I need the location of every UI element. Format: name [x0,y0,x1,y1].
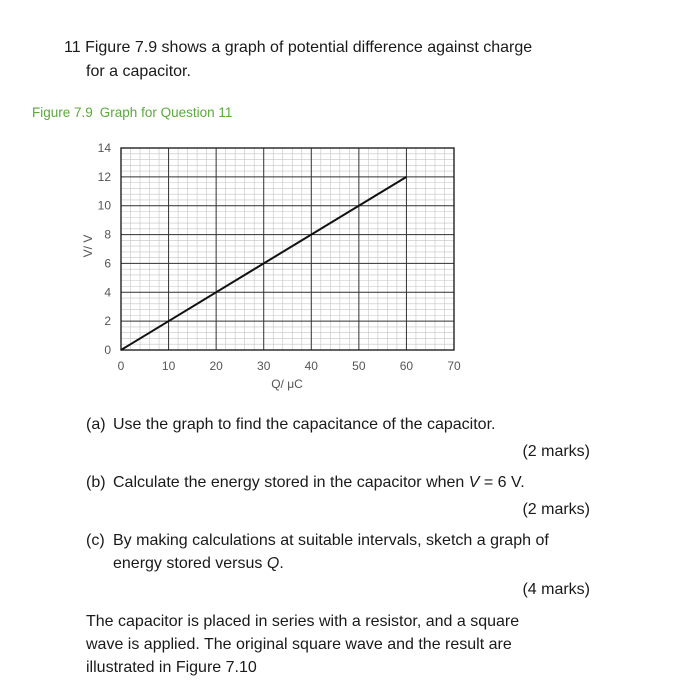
x-tick-label: 0 [117,359,125,373]
part-c [86,529,549,575]
part-c-marks: (4 marks) [522,581,590,598]
y-tick-label: 10 [97,198,111,213]
y-tick-label: 12 [97,169,111,184]
x-tick-label: 70 [447,359,461,373]
y-tick-label: 14 [97,141,111,155]
figure-title: Graph for Question 11 [99,105,233,120]
paragraph-line-1: The capacitor is placed in series with a resistor, and a square [86,613,520,630]
x-tick-label: 40 [304,359,318,373]
y-tick-label: 8 [104,227,111,242]
part-c-variable: Q [266,555,280,572]
y-tick-label: 2 [104,314,111,329]
chart-y-axis-label: V/ V [81,234,95,258]
part-a-text: Use the graph to find the capacitance of the capacitor. [113,416,496,433]
part-a [86,413,495,436]
x-tick-label: 60 [399,359,414,373]
paragraph-line-3: illustrated in Figure 7.10 [86,659,257,676]
part-b [86,471,525,494]
part-c-letter: (c) [86,532,105,549]
part-a-letter: (a) [86,416,106,433]
part-c-line-2-before: energy stored versus [113,555,267,572]
part-b-text-before: Calculate the energy stored in the capacitor when [113,474,469,491]
paragraph-line-2: wave is applied. The original square wave and the result are [86,636,512,653]
question-text-line-1: Figure 7.9 shows a graph of potential difference against charge [85,39,533,56]
x-tick-label: 50 [352,359,366,373]
figure-label: Figure 7.9 [32,105,93,120]
y-tick-label: 6 [104,256,111,271]
chart-x-axis-label: Q/ μC [271,377,303,391]
x-tick-label: 10 [161,359,176,373]
part-c-line-1: By making calculations at suitable intervals, sketch a graph of [113,532,549,549]
part-c-line-2-after: . [279,555,284,572]
x-tick-label: 20 [209,359,223,373]
y-tick-label: 0 [104,343,111,357]
part-b-letter: (b) [86,474,106,491]
part-b-marks: (2 marks) [522,501,590,518]
part-b-variable: V [468,474,480,491]
question-number: 11 [64,39,81,56]
x-tick-label: 30 [257,359,271,373]
question-text-line-2: for a capacitor. [86,63,191,80]
part-b-text-after: = 6 V. [479,474,525,491]
part-a-marks: (2 marks) [522,443,590,460]
y-tick-label: 4 [104,285,111,300]
closing-paragraph [86,610,519,679]
